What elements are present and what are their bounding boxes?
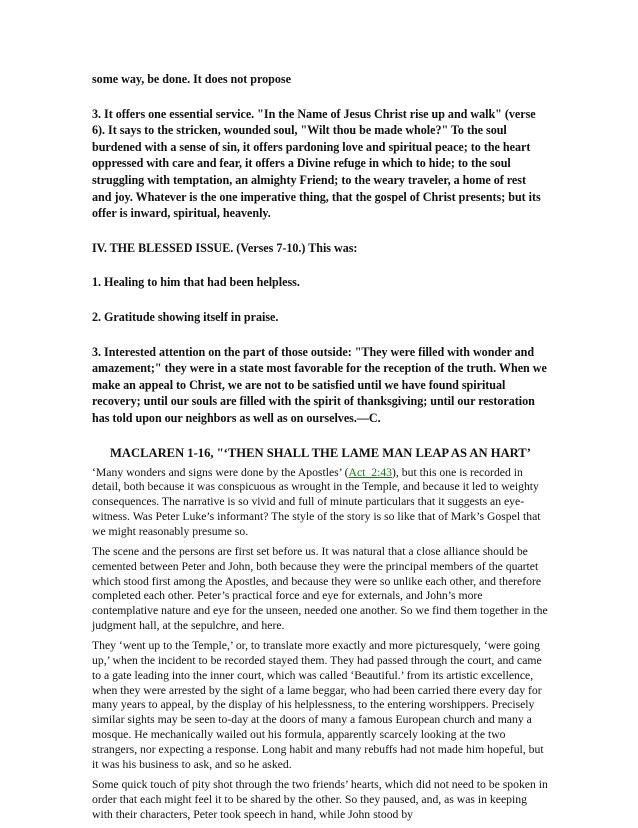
commentary-paragraph: 1. Healing to him that had been helpless.: [92, 275, 300, 290]
commentary-paragraph: 3. It offers one essential service. "In the Name of Jesus Christ rise up and walk" (verse 6). It says to the stricken, wounded soul, "Wilt thou be made whole?" To the soul burdened with a sense of sin, it offers pardoning love and spiritual peace; to the heart oppressed with care and fear, it offers a Divine refuge in which to hide; to the soul struggling with temptation, an almighty Friend; to the weary traveler, a home of rest and joy. Whatever is the one imperative thing, that the gospel of Christ presents; but its offer is inward, spiritual, heavenly.: [92, 106, 541, 221]
commentary-paragraph: 3. Interested attention on the part of those outside: "They were filled with wonder and amazement;" they were in a state most favorable for the reception of the truth. When we make an appeal to Christ, we are not to be satisfied until we have found spiritual recovery; until our souls are filled with the spirit of thanksgiving; until our restoration has told upon our neighbors as well as on ourselves.—C.: [92, 344, 547, 425]
commentary-paragraph: 2. Gratitude showing itself in praise.: [92, 309, 279, 324]
section-heading: MACLAREN 1-16, "‘THEN SHALL THE LAME MAN LEAP AS AN HART’: [110, 445, 531, 460]
commentary-paragraph: IV. THE BLESSED ISSUE. (Verses 7-10.) This was:: [92, 240, 358, 255]
commentary-section: [92, 71, 548, 427]
para-text-after: ), but this one is recorded in detail, both because it was conspicuous as wrought in the Temple, and because it led to weighty consequences. The narrative is so vivid and full of minute particulars that it suggests an eye-witness. Was Peter Luke’s informant? The style of the story is so like that of Mark’s Gospel that we might reasonably presume so.: [92, 465, 541, 538]
scripture-link[interactable]: Act_2:43: [348, 465, 393, 479]
commentary-paragraph: some way, be done. It does not propose: [92, 72, 291, 86]
maclaren-section: [92, 466, 548, 823]
document-page: [92, 71, 548, 828]
para-text-before: ‘Many wonders and signs were done by the Apostles’ (: [92, 465, 349, 479]
body-paragraph: Some quick touch of pity shot through the two friends’ hearts, which did not need to be spoken in order that each might feel it to be shared by the other. So they paused, and, as was in keeping with their characters, Peter took speech in hand, while John stood by: [92, 777, 548, 821]
body-paragraph: They ‘went up to the Temple,’ or, to translate more exactly and more picturesquely, ‘were going up,’ when the incident to be recorded stayed them. They had passed through the court, and came to a gate leading into the inner court, which was called ‘Beautiful.’ from its artistic excellence, when they were arrested by the sight of a lame beggar, who had been carried there every day for many years to appeal, by the display of his helplessness, to the entering worshippers. Precisely similar sights may be seen to-day at the doors of many a famous European church and many a mosque. He mechanically wailed out his formula, apparently scarcely looking at the two strangers, nor expecting a response. Long habit and many rebuffs had not made him hopeful, but it was his business to ask, and so he asked.: [92, 639, 544, 771]
body-paragraph: The scene and the persons are first set before us. It was natural that a close alliance should be cemented between Peter and John, both because they were the principal members of the quartet which stood first among the Apostles, and because they were so unlike each other, and therefore completed each other. Peter’s practical force and eye for externals, and John’s more contemplative nature and eye for the unseen, needed one another. So we find them together in the judgment hall, at the sepulchre, and here.: [92, 544, 548, 632]
body-paragraph: [92, 466, 548, 540]
